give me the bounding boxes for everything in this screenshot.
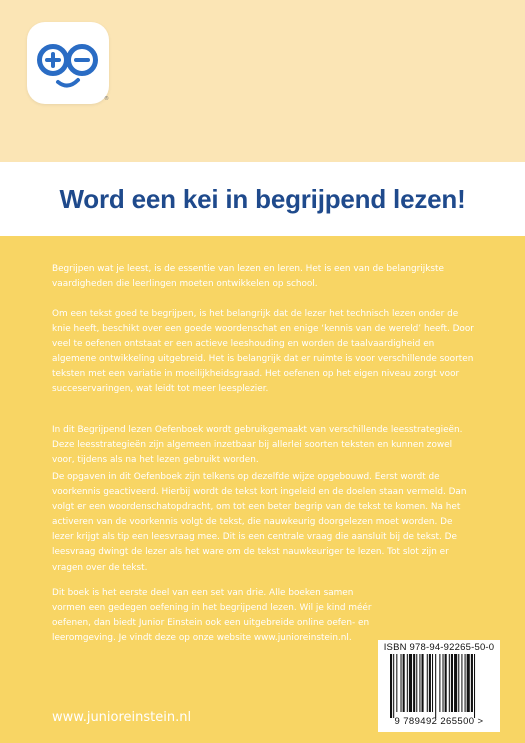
barcode-bar [401, 654, 402, 712]
isbn-label: ISBN 978-94-92265-50-0 [383, 642, 495, 653]
barcode-icon [386, 654, 496, 718]
barcode-bar [396, 654, 397, 712]
barcode-bar [474, 654, 475, 718]
barcode-bar [435, 654, 436, 718]
barcode-bar [458, 654, 459, 712]
isbn-barcode-box [378, 640, 500, 732]
barcode-bar [449, 654, 450, 712]
barcode-bar [403, 654, 405, 712]
barcode-bar [471, 654, 473, 712]
barcode-bar [439, 654, 440, 712]
title-band [0, 162, 525, 236]
barcode-bar [461, 654, 462, 712]
paragraph-series: Dit boek is het eerste deel van een set van drie. Alle boeken samen vormen een gedegen oefening in het begrijpend lezen. Wil je kind méér oefenen, dan biedt Junior Einstein ook een uitgebreide online oefen- en leeromgeving. Je vindt deze op onze website www.junioreinstein.nl. [52, 588, 372, 644]
glasses-smile-icon [27, 22, 109, 104]
logo-tile [27, 22, 109, 104]
barcode-bar [416, 654, 417, 712]
registered-mark: ® [104, 96, 109, 102]
barcode-bar [390, 654, 392, 718]
barcode-bar [422, 654, 424, 712]
barcode-bar [429, 654, 431, 712]
paragraph-strategies: In dit Begrijpend lezen Oefenboek wordt gebruikgemaakt van verschillende leesstrategieën. Deze leesstrategieën zijn algemeen inzetbaar bij allerlei soorten teksten en kunnen zowel voor, tijdens als na het lezen gebruikt worden. [52, 425, 463, 466]
paragraph-understanding: Om een tekst goed te begrijpen, is het belangrijk dat de lezer het technisch lezen onder de knie heeft, beschikt over een goede woordenschat en enige ‘kennis van de wereld’ heeft. Door veel te oefenen ontstaat er een actieve leeshouding en worden de taalvaardigheid en algemene ontwikkeling uitgebreid. Het is belangrijk dat er ruimte is voor verschillende soorten teksten met een variatie in moeilijkheidsgraad. Het oefenen op het eigen niveau zorgt voor succeservaringen, wat leidt tot meer leesplezier. [52, 309, 474, 395]
barcode-bar [419, 654, 420, 712]
barcode-bar [407, 654, 408, 712]
barcode-bar [443, 654, 444, 712]
barcode-bar [451, 654, 453, 712]
barcode-bar [454, 654, 457, 712]
website-link[interactable]: www.junioreinstein.nl [52, 710, 192, 725]
barcode-bar [467, 654, 470, 712]
barcode-bar [427, 654, 428, 712]
barcode-bar [465, 654, 466, 712]
barcode-bar [409, 654, 412, 712]
barcode-bar [393, 654, 394, 718]
barcode-digits: 9 789492 265500 > [394, 716, 484, 727]
book-back-title: Word een kei in begrijpend lezen! [59, 183, 466, 214]
barcode-bar [445, 654, 447, 712]
paragraph-intro: Begrijpen wat je leest, is de essentie van lezen en leren. Het is een van de belangrijkste vaardigheden die leerlingen moeten ontwikkelen op school. [52, 264, 444, 290]
barcode-bar [413, 654, 415, 712]
barcode-bar [432, 654, 433, 712]
paragraph-structure: De opgaven in dit Oefenboek zijn telkens op dezelfde wijze opgebouwd. Eerst wordt de voorkennis geactiveerd. Hierbij wordt de tekst kort ingeleid en de doelen staan vermeld. Dan volgt er een woordenschatopdracht, om tot een beter begrip van de tekst te komen. Na het activeren van de voorkennis volgt de tekst, die nauwkeurig doorgelezen moet worden. De lezer krijgt als tip een leesvraag mee. Dit is een centrale vraag die aansluit bij de tekst. De leesvraag dwingt de lezer als het ware om de tekst nauwkeuriger te lezen. Tot slot zijn er vragen over de tekst. [52, 472, 467, 573]
